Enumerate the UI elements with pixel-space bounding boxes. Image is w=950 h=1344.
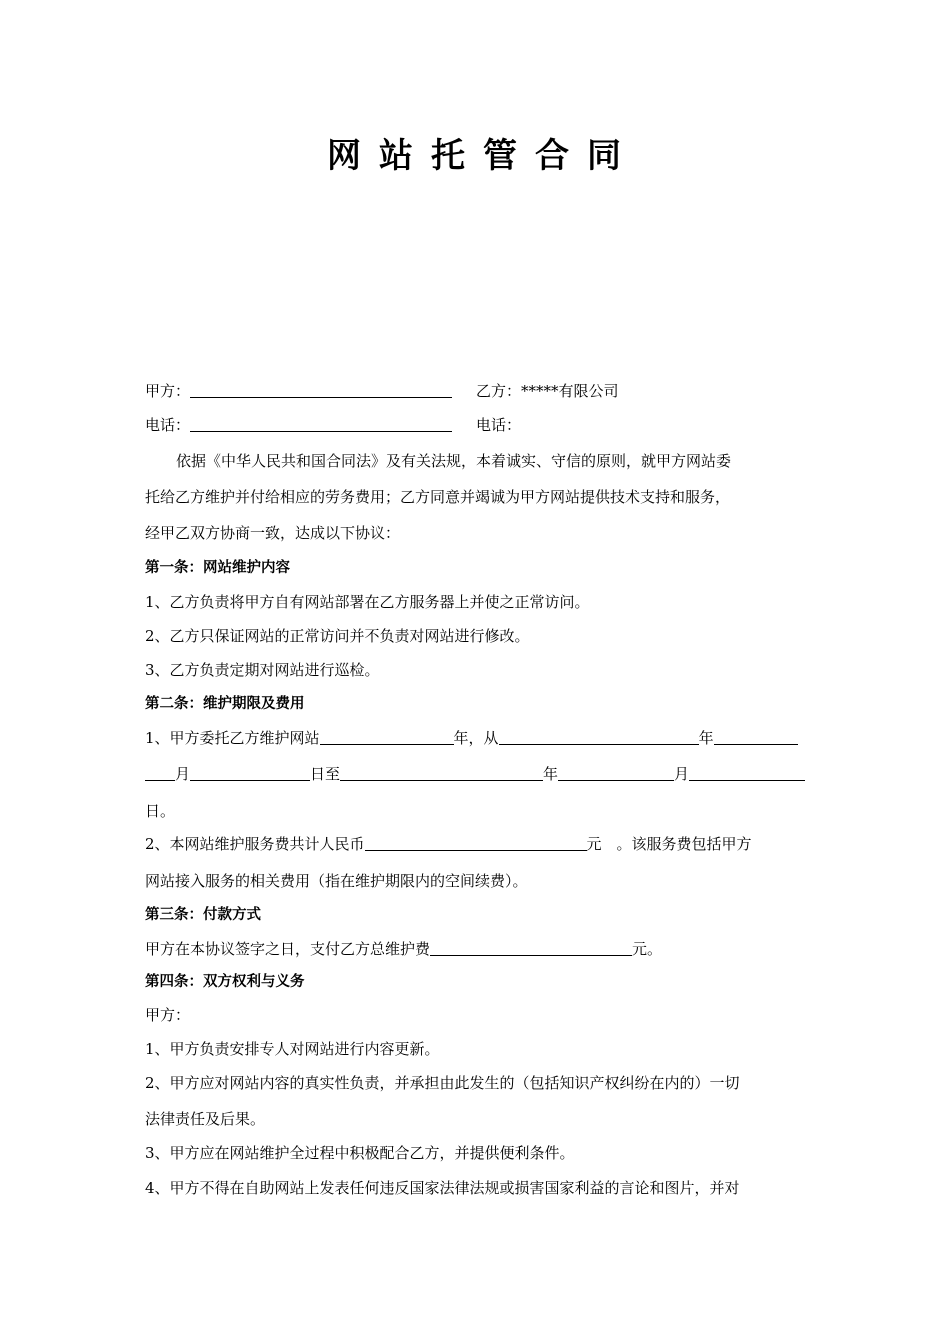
party-a-label: 甲方： <box>145 382 191 400</box>
clause: 日。 <box>145 802 176 820</box>
clause-text: 日至 <box>310 765 341 783</box>
phone-b-row <box>476 415 521 435</box>
party-b-row <box>476 381 619 401</box>
clause <box>145 939 662 959</box>
article-heading: 第一条：网站维护内容 <box>145 560 290 576</box>
party-b-value: *****有限公司 <box>521 382 619 400</box>
title-char: 网 <box>327 136 363 176</box>
end-day-field[interactable] <box>689 764 805 781</box>
clause: 4、甲方不得在自助网站上发表任何违反国家法律法规或损害国家利益的言论和图片，并对 <box>145 1179 740 1197</box>
clause-text: 甲方在本协议签字之日，支付乙方总维护费 <box>145 940 431 958</box>
clause: 3、乙方负责定期对网站进行巡检。 <box>145 661 380 679</box>
clause-text: 年 <box>543 765 559 783</box>
clause-text: 年 <box>698 729 714 747</box>
clause: 2、甲方应对网站内容的真实性负责，并承担由此发生的（包括知识产权纠纷在内的）一切 <box>145 1074 740 1092</box>
start-year-field[interactable] <box>499 728 699 745</box>
clause <box>145 834 752 854</box>
party-row <box>145 381 452 401</box>
title-char: 托 <box>431 136 467 176</box>
clause-text: 月 <box>175 765 191 783</box>
clause: 3、甲方应在网站维护全过程中积极配合乙方，并提供便利条件。 <box>145 1144 575 1162</box>
phone-a-label: 电话： <box>145 416 191 434</box>
fee-amount-field[interactable] <box>365 834 587 851</box>
clause-text: 月 <box>674 765 690 783</box>
clause-text: 元 。该服务费包括甲方 <box>586 835 752 853</box>
article-heading: 第二条：维护期限及费用 <box>145 696 305 712</box>
page-title <box>0 128 950 177</box>
party-b-label: 乙方： <box>476 382 522 400</box>
end-month-field[interactable] <box>558 764 674 781</box>
start-month-field-cont[interactable] <box>145 764 175 781</box>
clause <box>145 764 805 784</box>
title-char: 同 <box>587 136 623 176</box>
clause <box>145 728 798 748</box>
intro-line: 依据《中华人民共和国合同法》及有关法规，本着诚实、守信的原则，就甲方网站委 <box>176 452 732 470</box>
party-a-field[interactable] <box>190 381 452 398</box>
start-day-field[interactable] <box>190 764 310 781</box>
phone-a-field[interactable] <box>190 415 452 432</box>
clause: 1、甲方负责安排专人对网站进行内容更新。 <box>145 1040 440 1058</box>
clause: 1、乙方负责将甲方自有网站部署在乙方服务器上并使之正常访问。 <box>145 593 590 611</box>
total-fee-field[interactable] <box>430 939 632 956</box>
clause-text: 2、本网站维护服务费共计人民币 <box>145 835 365 853</box>
term-years-field[interactable] <box>320 728 454 745</box>
title-char: 站 <box>379 136 415 176</box>
intro-line: 经甲乙双方协商一致，达成以下协议： <box>145 524 401 542</box>
phone-row <box>145 415 452 435</box>
title-char: 管 <box>483 136 519 176</box>
intro-line: 托给乙方维护并付给相应的劳务费用；乙方同意并竭诚为甲方网站提供技术支持和服务， <box>145 488 731 506</box>
clause: 法律责任及后果。 <box>145 1110 266 1128</box>
start-month-field[interactable] <box>714 728 798 745</box>
phone-b-label: 电话： <box>476 416 522 434</box>
clause-text: 1、甲方委托乙方维护网站 <box>145 729 320 747</box>
article-heading: 第四条：双方权利与义务 <box>145 974 305 990</box>
article-heading: 第三条：付款方式 <box>145 907 261 923</box>
end-year-field[interactable] <box>340 764 543 781</box>
clause: 网站接入服务的相关费用（指在维护期限内的空间续费）。 <box>145 872 528 890</box>
title-char: 合 <box>535 136 571 176</box>
clause-text: 年，从 <box>453 729 499 747</box>
clause: 2、乙方只保证网站的正常访问并不负责对网站进行修改。 <box>145 627 530 645</box>
clause-text: 元。 <box>632 940 663 958</box>
clause: 甲方： <box>145 1006 191 1024</box>
